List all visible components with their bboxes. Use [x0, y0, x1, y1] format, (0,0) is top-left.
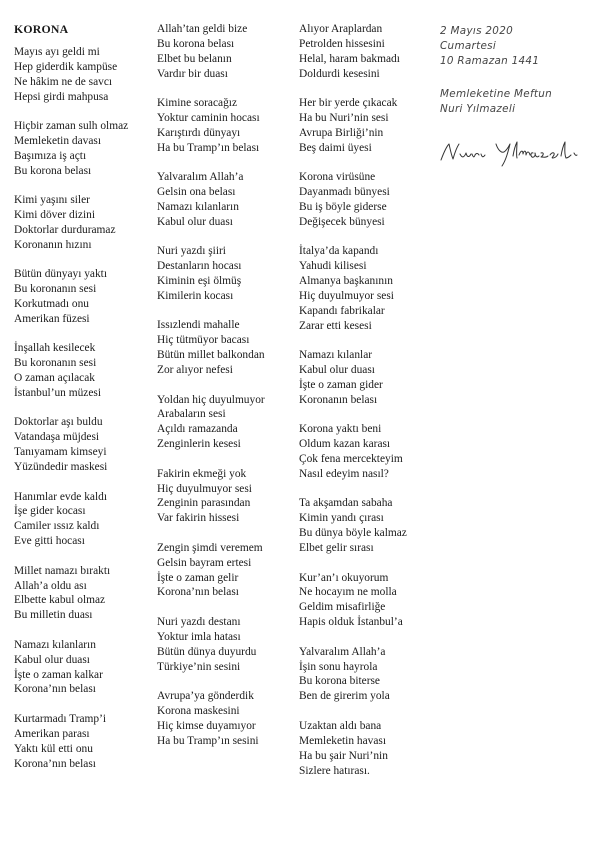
- poem-line: Bu koronanın sesi: [14, 357, 97, 370]
- poem-line: Koronanın belası: [299, 393, 378, 406]
- poem-line: Başımıza iş açtı: [14, 149, 87, 162]
- poem-line: Hiçbir zaman sulh olmaz: [14, 120, 129, 132]
- poem-line: Hep giderdik kampüse: [14, 60, 118, 73]
- poem-line: Ne hâkim ne de savcı: [14, 75, 113, 88]
- poem-line: Yalvaralım Allah’a: [157, 171, 244, 184]
- stanza-container: [299, 22, 434, 778]
- poem-line: Yoktur imla hatası: [157, 630, 241, 643]
- poem-line: Yüzündedir maskesi: [14, 461, 108, 474]
- poem-line: Değişecek bünyesi: [299, 215, 385, 228]
- poem-line: Avrupa’ya gönderdik: [157, 689, 254, 702]
- poem-line: Vatandaşa müjdesi: [14, 431, 100, 444]
- poem-line: Doktorlar aşı buldu: [14, 416, 103, 429]
- poem-line: Ne hocayım ne molla: [299, 586, 397, 599]
- stanza: [299, 244, 434, 333]
- poem-line: Karıştırdı dünyayı: [157, 126, 241, 139]
- poem-line: Bu koronanın sesi: [14, 283, 97, 296]
- poem-line: Namazı kılanlar: [299, 349, 373, 362]
- poem-line: İşte o zaman gelir: [157, 571, 239, 584]
- stanza-container: [157, 22, 297, 749]
- stanza: [299, 96, 434, 156]
- poem-line: Namazı kılanların: [14, 638, 96, 651]
- note-author-name: Nuri Yılmazeli: [440, 103, 516, 115]
- poem-line: Bütün millet balkondan: [157, 349, 265, 362]
- poem-line: Korkutmadı onu: [14, 298, 89, 311]
- poem-line: Var fakirin hissesi: [157, 512, 240, 525]
- poem-line: Tanıyamam kimseyi: [14, 446, 107, 459]
- poem-line: Memleketin davası: [14, 134, 101, 147]
- poem-line: Bu iş böyle giderse: [299, 201, 387, 214]
- poem-line: Hiç duyulmuyor sesi: [157, 482, 252, 495]
- poem-line: Bu korona belası: [14, 164, 92, 177]
- poem-line: Her bir yerde çıkacak: [299, 97, 398, 110]
- poem-line: Kimine soracağız: [157, 97, 238, 110]
- poem-title: KORONA: [14, 22, 69, 36]
- poem-line: Hapis olduk İstanbul’a: [299, 616, 403, 629]
- poem-line: Ta akşamdan sabaha: [299, 497, 393, 510]
- poem-line: Eve gitti hocası: [14, 535, 85, 548]
- stanza: [14, 490, 154, 550]
- stanza: [157, 22, 297, 82]
- poem-line: Kapandı fabrikalar: [299, 304, 385, 317]
- stanza: [157, 615, 297, 675]
- poem-line: Kimi döver dizini: [14, 209, 95, 221]
- stanza: [157, 467, 297, 527]
- stanza: [157, 393, 297, 453]
- stanza: [157, 689, 297, 749]
- poem-line: Memleketin havası: [299, 734, 386, 747]
- poem-line: Korona maskesini: [157, 704, 240, 717]
- poem-line: Açıldı ramazanda: [157, 423, 238, 436]
- poem-column-2: [157, 22, 297, 763]
- poem-line: Elbet gelir sırası: [299, 542, 374, 555]
- poem-line: Geldim misafirliğe: [299, 601, 386, 614]
- poem-line: Doktorlar durduramaz: [14, 223, 116, 236]
- poem-line: Issızlendi mahalle: [157, 319, 240, 332]
- poem-line: Kabul olur duası: [157, 215, 233, 228]
- poem-line: İstanbul’un müzesi: [14, 387, 101, 400]
- stanza: [299, 496, 434, 556]
- poem-line: Hiç tütmüyor bacası: [157, 334, 250, 347]
- stanza: [157, 96, 297, 156]
- poem-line: İnşallah kesilecek: [14, 342, 96, 355]
- stanza: [14, 341, 154, 401]
- poem-line: Türkiye’nin sesini: [157, 660, 241, 673]
- poem-line: Bu korona biterse: [299, 675, 380, 688]
- poem-line: Nuri yazdı şiiri: [157, 245, 226, 258]
- poem-line: Destanların hocası: [157, 260, 242, 273]
- poem-line: Allah’tan geldi bize: [157, 23, 248, 35]
- poem-line: İtalya’da kapandı: [299, 245, 379, 258]
- poem-line: Yoktur caminin hocası: [157, 112, 260, 124]
- poem-line: Zarar etti kesesi: [299, 319, 372, 332]
- poem-line: Camiler ıssız kaldı: [14, 520, 100, 533]
- poem-line: Hiç duyulmuyor sesi: [299, 290, 394, 303]
- poem-line: Elbet bu belanın: [157, 52, 232, 65]
- poem-line: Hanımlar evde kaldı: [14, 490, 107, 503]
- poem-line: Zenginin parasından: [157, 497, 251, 510]
- poem-line: Kur’an’ı okuyorum: [299, 571, 389, 584]
- poem-line: Hiç kimse duyamıyor: [157, 719, 256, 732]
- poem-line: Kimilerin kocası: [157, 290, 234, 303]
- poem-line: Almanya başkanının: [299, 275, 393, 288]
- poem-line: Bütün dünyayı yaktı: [14, 268, 108, 281]
- stanza: [299, 571, 434, 631]
- poem-line: Millet namazı bıraktı: [14, 564, 111, 577]
- poem-line: Arabaların sesi: [157, 408, 226, 421]
- stanza: [14, 267, 154, 327]
- poem-line: Petrolden hissesini: [299, 37, 385, 50]
- stanza: [157, 170, 297, 230]
- stanza: [299, 348, 434, 408]
- poem-line: Elbette kabul olmaz: [14, 594, 106, 607]
- poem-line: Helal, haram bakmadı: [299, 52, 400, 65]
- poem-line: Ha bu Nuri’nin sesi: [299, 112, 389, 124]
- poem-line: Gelsin ona belası: [157, 186, 236, 199]
- poem-line: Vardır bir duası: [157, 67, 228, 80]
- poem-line: Korona’nın belası: [157, 586, 239, 599]
- poem-column-1: [14, 22, 154, 786]
- poem-line: Zenginlerin kesesi: [157, 438, 241, 451]
- poem-line: Ha bu şair Nuri’nin: [299, 749, 388, 762]
- poem-line: Zengin şimdi veremem: [157, 541, 263, 554]
- poem-line: Kiminin eşi ölmüş: [157, 275, 242, 288]
- stanza: [157, 541, 297, 601]
- stanza-container: [14, 45, 154, 772]
- poem-line: Alıyor Araplardan: [299, 23, 383, 35]
- poem-line: Gelsin bayram ertesi: [157, 556, 252, 569]
- poem-column-3: [299, 22, 434, 793]
- poem-line: Dayanmadı bünyesi: [299, 186, 390, 199]
- note-dedication: Memleketine Meftun: [440, 88, 553, 100]
- poem-line: Doldurdi kesesini: [299, 67, 380, 80]
- stanza: [14, 564, 154, 624]
- poem-line: Korona’nın belası: [14, 683, 96, 696]
- poem-line: Amerikan parası: [14, 727, 90, 740]
- stanza: [299, 170, 434, 230]
- stanza: [14, 119, 154, 179]
- poem-line: Kabul olur duası: [299, 364, 375, 377]
- poem-line: Kabul olur duası: [14, 653, 90, 666]
- poem-line: Amerikan füzesi: [14, 312, 90, 325]
- author-note: [440, 24, 585, 117]
- poem-line: Kurtarmadı Tramp’i: [14, 712, 107, 725]
- stanza: [14, 638, 154, 698]
- poem-line: Allah’a oldu ası: [14, 579, 87, 592]
- stanza: [299, 645, 434, 705]
- stanza: [299, 22, 434, 82]
- poem-line: İşe gider kocası: [14, 505, 86, 518]
- poem-line: Bu dünya böyle kalmaz: [299, 527, 407, 540]
- stanza: [14, 415, 154, 475]
- poem-line: Nuri yazdı destanı: [157, 615, 241, 628]
- poem-line: Bütün dünya duyurdu: [157, 645, 257, 658]
- handwritten-signature: [438, 138, 583, 170]
- poem-line: Mayıs ayı geldi mi: [14, 45, 100, 58]
- stanza: [14, 712, 154, 772]
- note-hijri-date: 10 Ramazan 1441: [440, 55, 540, 67]
- poem-line: Yoldan hiç duyulmuyor: [157, 393, 265, 406]
- poem-line: Namazı kılanların: [157, 201, 239, 214]
- poem-line: Korona yaktı beni: [299, 423, 382, 436]
- poem-line: Ha bu Tramp’ın sesini: [157, 734, 259, 747]
- poem-line: Ha bu Tramp’ın belası: [157, 141, 260, 154]
- poem-line: Yahudi kilisesi: [299, 260, 367, 273]
- poem-line: Kimi yaşını siler: [14, 194, 90, 207]
- stanza: [14, 193, 154, 253]
- stanza: [14, 45, 154, 105]
- poem-line: Nasıl edeyim nasıl?: [299, 468, 389, 481]
- note-weekday: Cumartesi: [440, 40, 497, 52]
- poem-line: Fakirin ekmeği yok: [157, 467, 247, 480]
- poem-line: Yaktı kül etti onu: [14, 742, 93, 755]
- poem-line: İşin sonu hayrola: [299, 660, 378, 673]
- poem-line: O zaman açılacak: [14, 372, 95, 385]
- poem-line: Korona virüsüne: [299, 171, 376, 184]
- poem-line: Çok fena mercekteyim: [299, 453, 403, 466]
- note-date: 2 Mayıs 2020: [440, 25, 514, 37]
- poem-line: Ben de girerim yola: [299, 690, 390, 703]
- poem-line: Sizlere hatırası.: [299, 764, 370, 777]
- poem-line: Oldum kazan karası: [299, 438, 391, 451]
- poem-line: Koronanın hızını: [14, 238, 92, 251]
- stanza: [157, 244, 297, 304]
- poem-line: Yalvaralım Allah’a: [299, 645, 386, 658]
- poem-line: Kimin yandı çırası: [299, 512, 384, 525]
- poem-line: Bu korona belası: [157, 37, 235, 50]
- poem-line: Hepsi girdi mahpusa: [14, 90, 109, 103]
- stanza: [299, 719, 434, 779]
- poem-line: Avrupa Birliği’nin: [299, 126, 384, 139]
- poem-line: Korona’nın belası: [14, 757, 96, 770]
- stanza: [299, 422, 434, 482]
- poem-line: Beş daimi üyesi: [299, 141, 372, 154]
- poem-line: Zor alıyor nefesi: [157, 364, 233, 377]
- poem-line: Bu milletin duası: [14, 609, 93, 622]
- poem-line: İşte o zaman gider: [299, 379, 383, 392]
- stanza: [157, 318, 297, 378]
- poem-line: Uzaktan aldı bana: [299, 719, 382, 732]
- poem-line: İşte o zaman kalkar: [14, 668, 103, 681]
